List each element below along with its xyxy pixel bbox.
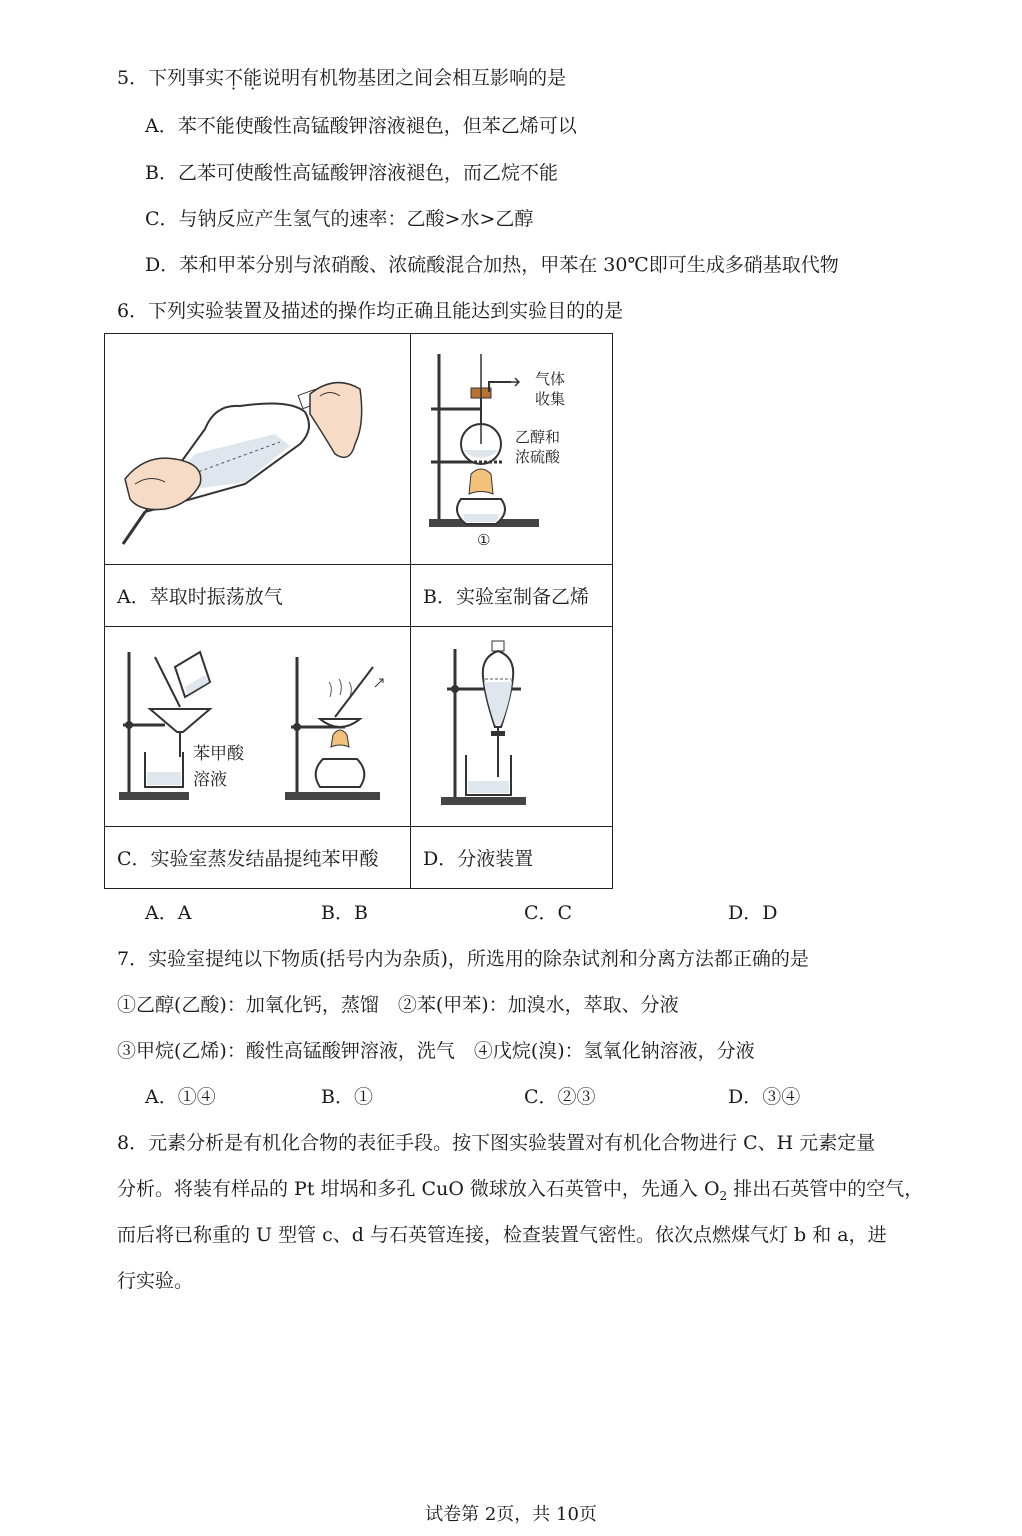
- q7-line-2: ③甲烷(乙烯)：酸性高锰酸钾溶液，洗气 ④戊烷(溴)：氢氧化钠溶液，分液: [117, 1040, 755, 1062]
- q8-line-1: 8．元素分析是有机化合物的表征手段。按下图实验装置对有机化合物进行 C、H 元素定量: [117, 1132, 876, 1154]
- caption-d: D．分液装置: [411, 827, 613, 889]
- q6-answer-a: A．A: [145, 902, 192, 924]
- figure-a-cell: [105, 334, 411, 565]
- q8-line-4: 行实验。: [117, 1270, 194, 1292]
- label-reagent-2: 浓硫酸: [515, 448, 561, 466]
- page-footer: 试卷第 2页，共 10页: [425, 1504, 597, 1525]
- figure-d-cell: [411, 627, 613, 827]
- q6-answer-d: D．D: [728, 902, 778, 924]
- q5-option-a: A．苯不能使酸性高锰酸钾溶液褪色，但苯乙烯可以: [145, 115, 577, 137]
- separatory-funnel-shaking-figure: [105, 334, 410, 564]
- q7-answer-a: A．①④: [145, 1086, 216, 1108]
- q7-line-1: ①乙醇(乙酸)：加氧化钙，蒸馏 ②苯(甲苯)：加溴水，萃取、分液: [117, 994, 679, 1016]
- q8-line-2-part-a: 分析。将装有样品的 Pt 坩埚和多孔 CuO 微球放入石英管中，先通入 O: [117, 1178, 720, 1200]
- caption-c: C．实验室蒸发结晶提纯苯甲酸: [105, 827, 411, 889]
- q5-option-d: D．苯和甲苯分别与浓硝酸、浓硫酸混合加热，甲苯在 30℃即可生成多硝基取代物: [145, 254, 839, 276]
- q5-option-b: B．乙苯可使酸性高锰酸钾溶液褪色，而乙烷不能: [145, 162, 558, 184]
- label-benzoic-2: 溶液: [193, 770, 227, 790]
- caption-b: B．实验室制备乙烯: [411, 565, 613, 627]
- q5-stem-part-b: 说明有机物基团之间会相互影响的是: [262, 67, 567, 89]
- figure-b-cell: [411, 334, 613, 565]
- q5-option-c: C．与钠反应产生氢气的速率：乙酸>水>乙醇: [145, 208, 534, 230]
- label-reagent-1: 乙醇和: [515, 428, 561, 446]
- q6-apparatus-table: [104, 333, 613, 889]
- q7-stem: 7．实验室提纯以下物质(括号内为杂质)，所选用的除杂试剂和分离方法都正确的是: [117, 948, 809, 970]
- q5-stem-part-a: 5．下列事实: [117, 67, 225, 89]
- label-circle-num: ①: [477, 531, 491, 549]
- q6-answer-c: C．C: [524, 902, 573, 924]
- evaporation-crystallization-figure: [105, 627, 410, 826]
- separatory-funnel-setup-figure: [411, 627, 612, 826]
- q6-stem: 6．下列实验装置及描述的操作均正确且能达到实验目的的是: [117, 300, 624, 322]
- q7-answer-d: D．③④: [728, 1086, 801, 1108]
- q5-emphasis-1: 不: [224, 67, 244, 89]
- label-gas-1: 气体: [535, 370, 566, 388]
- q6-answer-b: B．B: [321, 902, 368, 924]
- q7-answer-c: C．②③: [524, 1086, 596, 1108]
- q8-line-2-part-b: 排出石英管中的空气，: [727, 1178, 924, 1200]
- q5-emphasis-2: 能: [243, 67, 263, 89]
- label-benzoic-1: 苯甲酸: [193, 744, 244, 764]
- caption-a: A．萃取时振荡放气: [105, 565, 411, 627]
- q8-line-3: 而后将已称重的 U 型管 c、d 与石英管连接，检查装置气密性。依次点燃煤气灯 b 和 a，进: [117, 1224, 887, 1246]
- q7-answer-b: B．①: [321, 1086, 373, 1108]
- q8-o2-subscript: 2: [719, 1188, 728, 1203]
- figure-c-cell: [105, 627, 411, 827]
- label-gas-2: 收集: [535, 390, 566, 408]
- q8-line-2: [117, 1177, 923, 1208]
- q5-stem: [117, 66, 566, 90]
- ethylene-preparation-figure: [411, 334, 612, 564]
